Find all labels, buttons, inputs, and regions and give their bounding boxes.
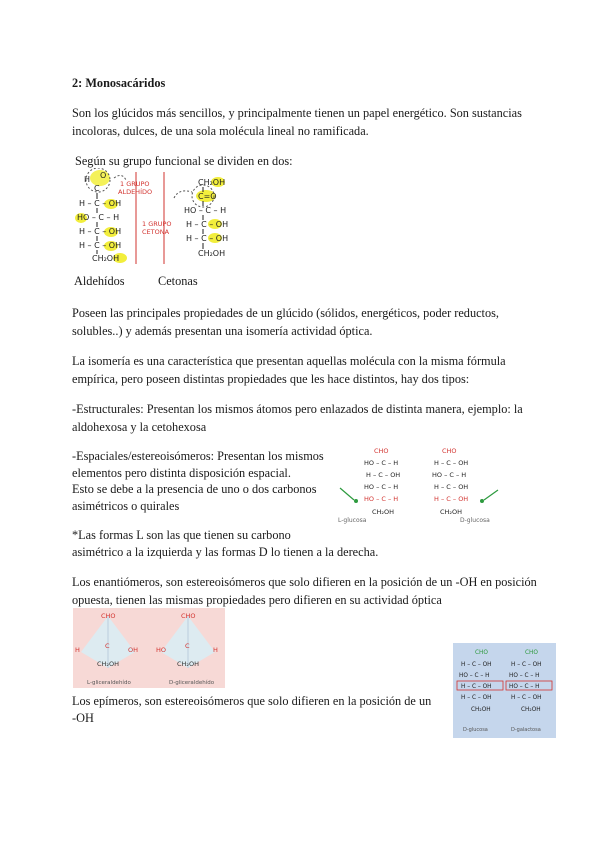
svg-text:H – C – OH: H – C – OH (79, 227, 122, 236)
aldose-ketose-diagram (74, 168, 244, 268)
svg-text:C=O: C=O (198, 192, 217, 201)
svg-text:H – C – OH: H – C – OH (461, 684, 492, 690)
caption-l-gliceraldehido: L-gliceraldehído (87, 680, 131, 686)
paragraph-isomeria: La isomería es una característica que presentan aquellas molécula con la misma fórmula empírica, pero poseen distintas propiedades que les hace distintos, hay dos tipos: (72, 354, 506, 386)
figure-aldose-ketose (74, 168, 244, 268)
svg-text:CH₂OH: CH₂OH (521, 707, 541, 713)
svg-text:HO – C – H: HO – C – H (184, 206, 227, 215)
svg-text:C: C (185, 642, 190, 650)
label-d-glucosa: D-glucosa (460, 517, 490, 524)
svg-text:H: H (213, 646, 218, 654)
svg-text:H – C – OH: H – C – OH (366, 471, 401, 479)
svg-text:HO – C – H: HO – C – H (77, 213, 120, 222)
gliceraldehido-diagram (73, 608, 225, 688)
svg-text:CH₂OH: CH₂OH (471, 707, 491, 713)
svg-text:1 GRUPO: 1 GRUPO (120, 180, 150, 188)
svg-text:CH₂OH: CH₂OH (372, 508, 395, 516)
svg-text:CH₂OH: CH₂OH (198, 178, 226, 187)
paragraph-enantiomeros: Los enantiómeros, son estereoisómeros que solo difieren en la posición de un -OH en posición opuesta, tienen las mismas propiedades pero difieren en su actividad óptica (72, 575, 537, 607)
svg-text:H – C – OH: H – C – OH (79, 241, 122, 250)
paragraph-groups: Según su grupo funcional se dividen en dos: (75, 154, 293, 168)
svg-text:H – C – OH: H – C – OH (434, 459, 469, 467)
svg-text:CHO: CHO (442, 447, 457, 455)
svg-text:H – C – OH: H – C – OH (186, 220, 229, 229)
svg-text:HO – C – H: HO – C – H (509, 684, 540, 690)
paragraph-espaciales-line-2: elementos pero distinta disposición espacial. (72, 466, 291, 480)
svg-text:ALDEHÍDO: ALDEHÍDO (118, 188, 153, 196)
paragraph-l-forms-line-1: *Las formas L son las que tienen su carbono (72, 528, 291, 542)
svg-text:CHO: CHO (374, 447, 389, 455)
svg-text:H: H (84, 175, 91, 184)
epimeros-diagram (453, 643, 556, 738)
figure-l-d-glucose (336, 444, 506, 526)
svg-text:H – C – OH: H – C – OH (461, 662, 492, 668)
svg-text:CH₂OH: CH₂OH (440, 508, 463, 516)
svg-text:C: C (94, 184, 100, 193)
svg-text:CETONA: CETONA (142, 228, 170, 236)
svg-text:H – C – OH: H – C – OH (511, 662, 542, 668)
paragraph-estructurales: -Estructurales: Presentan los mismos átomos pero enlazados de distinta manera, ejemplo: la aldohexosa y la cetohexosa (72, 402, 523, 434)
svg-text:CHO: CHO (525, 650, 538, 656)
svg-text:OH: OH (128, 646, 139, 654)
svg-text:1 GRUPO: 1 GRUPO (142, 220, 172, 228)
l-d-glucose-diagram (336, 444, 506, 526)
paragraph-espaciales-line-1: -Espaciales/estereoisómeros: Presentan los mismos (72, 449, 324, 463)
caption-d-gliceraldehido: D-gliceraldehído (169, 680, 215, 686)
svg-text:H – C – OH: H – C – OH (461, 695, 492, 701)
svg-text:H – C – OH: H – C – OH (434, 495, 469, 503)
svg-text:O: O (100, 171, 107, 180)
paragraph-intro: Son los glúcidos más sencillos, y principalmente tienen un papel energético. Son sustancias incoloras, dulces, de una sola molécula lineal no ramificada. (72, 106, 522, 138)
paragraph-properties: Poseen las principales propiedades de un glúcido (sólidos, energéticos, poder reductos, solubles..) y además presentan una isomería actividad óptica. (72, 306, 499, 338)
label-l-glucosa: L-glucosa (338, 517, 367, 524)
svg-text:CH₂OH: CH₂OH (177, 660, 200, 668)
svg-text:H – C – OH: H – C – OH (79, 199, 122, 208)
caption-d-glucosa: D-glucosa (463, 727, 488, 733)
figure-epimeros (453, 643, 556, 738)
svg-text:CHO: CHO (101, 612, 116, 620)
paragraph-l-forms-line-2: asimétrico a la izquierda y las formas D lo tienen a la derecha. (72, 545, 379, 559)
svg-text:C: C (105, 642, 110, 650)
svg-text:H – C – OH: H – C – OH (511, 695, 542, 701)
caption-d-galactosa: D-galactosa (511, 727, 541, 733)
svg-text:CHO: CHO (475, 650, 488, 656)
svg-text:H: H (75, 646, 80, 654)
svg-text:HO – C – H: HO – C – H (364, 495, 399, 503)
svg-text:CH₂OH: CH₂OH (198, 249, 226, 258)
paragraph-epimeros-line-2: -OH (72, 711, 94, 725)
figure-gliceraldehido (73, 608, 225, 688)
svg-text:H – C – OH: H – C – OH (434, 483, 469, 491)
svg-text:HO: HO (156, 646, 167, 654)
paragraph-espaciales-line-3: Esto se debe a la presencia de uno o dos carbonos (72, 482, 317, 496)
svg-text:HO – C – H: HO – C – H (509, 673, 540, 679)
svg-text:CHO: CHO (181, 612, 196, 620)
svg-text:CH₂OH: CH₂OH (97, 660, 120, 668)
caption-cetonas: Cetonas (158, 274, 198, 288)
svg-text:HO – C – H: HO – C – H (459, 673, 490, 679)
svg-text:CH₂OH: CH₂OH (92, 254, 120, 263)
svg-text:HO – C – H: HO – C – H (364, 483, 399, 491)
caption-aldehidos: Aldehídos (74, 274, 125, 288)
svg-text:HO – C – H: HO – C – H (364, 459, 399, 467)
svg-text:H – C – OH: H – C – OH (186, 234, 229, 243)
svg-text:HO – C – H: HO – C – H (432, 471, 467, 479)
section-heading: 2: Monosacáridos (72, 76, 166, 90)
paragraph-epimeros-line-1: Los epímeros, son estereoisómeros que solo difieren en la posición de un (72, 694, 432, 708)
paragraph-espaciales-line-4: asimétricos o quirales (72, 499, 180, 513)
